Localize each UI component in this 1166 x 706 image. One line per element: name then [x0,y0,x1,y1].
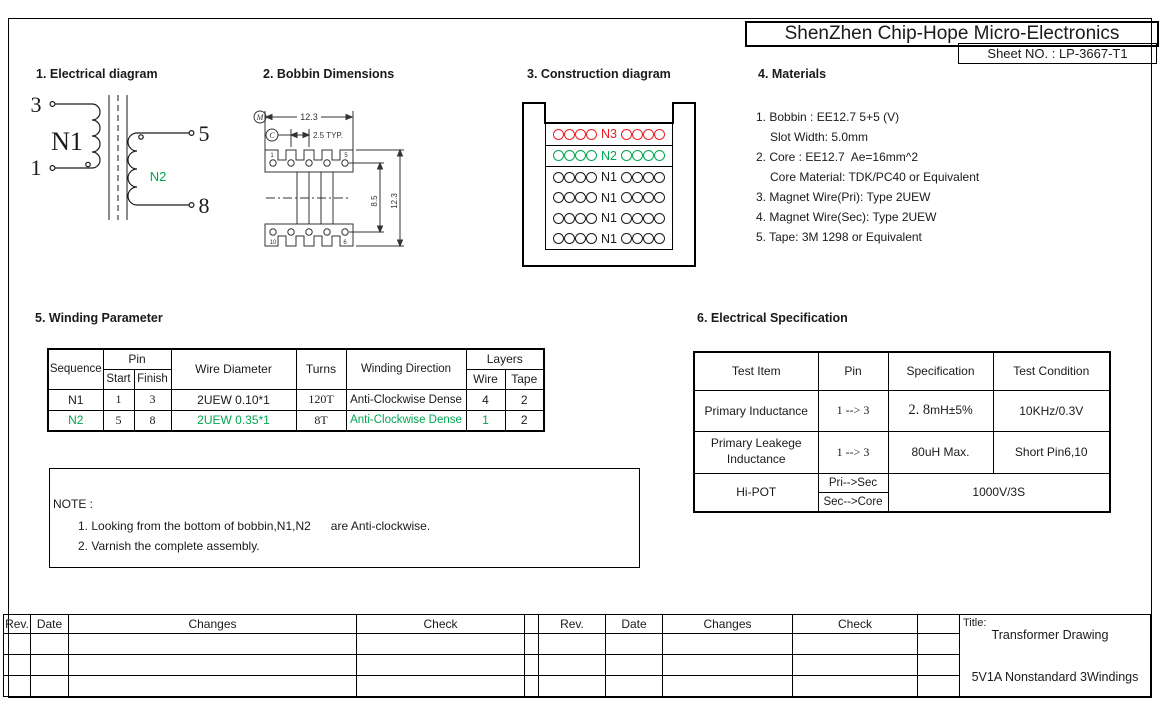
secondary-coil [128,133,137,205]
col-sequence: Sequence [48,349,103,389]
col-specification: Specification [888,352,993,390]
drawing-title: Transformer Drawing [991,628,1109,642]
note-title: NOTE : [53,497,94,511]
bobbin-pin-5-label: 5 [344,153,348,159]
pin-1-label: 1 [30,155,42,180]
primary-winding-label: N1 [51,127,83,156]
dim-width-label: 12.3 [300,112,318,122]
turn-circles-right [621,213,665,224]
material-line: Core Material: TDK/PC40 or Equivalent [770,170,980,184]
col-pin-start: Start [103,369,134,389]
note-box [49,468,640,568]
material-line: 1. Bobbin : EE12.7 5+5 (V) [756,110,900,124]
pin-finish-cell: 3 [134,389,171,410]
specification-cell: 1000V/3S [888,473,1110,512]
winding-row-n1 [48,389,544,410]
section-title-materials: 4. Materials [758,67,827,81]
layer-label: N1 [601,231,617,246]
electrical-spec-table [693,351,1111,513]
specification-cell: 80uH Max. [888,431,993,473]
specification-cell [888,390,993,431]
col-layers: Layers [466,349,544,369]
layer-label: N1 [601,170,617,184]
col-changes-right: Changes [663,615,793,634]
turn-circles-left [553,233,597,244]
pin-3-label: 3 [30,92,42,117]
col-test-item: Test Item [694,352,818,390]
pin-cell: Sec-->Core [818,492,888,512]
turn-circles-left [553,129,597,140]
section-title-bobbin: 2. Bobbin Dimensions [263,67,395,81]
revision-table [3,614,1151,697]
turn-circles-left [553,172,597,183]
wire-diameter-cell: 2UEW 0.10*1 [171,389,296,410]
layer-label: N1 [601,211,617,225]
test-item-cell: Primary Inductance [694,390,818,431]
col-layers-tape: Tape [505,369,544,389]
note-line-2: 2. Varnish the complete assembly. [78,539,260,553]
spacer-col-left [525,615,539,634]
construction-layer-n3 [546,124,672,146]
secondary-phase-dot [139,135,143,139]
note-line-1: 1. Looking from the bottom of bobbin,N1,N2 are Anti-clockwise. [78,519,431,533]
test-item-cell: Primary Leakege Inductance [694,431,818,473]
col-winding-direction: Winding Direction [346,349,466,389]
construction-layer-n1 [546,229,672,250]
pin-cell: Pri-->Sec [818,473,888,492]
construction-winding-stack [545,123,673,250]
spec-value: 2. 8 [908,402,931,418]
pin-start-cell: 1 [103,389,134,410]
section-title-spec: 6. Electrical Specification [697,311,848,325]
col-test-condition: Test Condition [993,352,1110,390]
col-pin: Pin [103,349,171,369]
materials-list [756,107,1146,247]
section-title-winding: 5. Winding Parameter [35,311,163,325]
bobbin-pin-6-label: 6 [343,240,347,246]
company-name-text: ShenZhen Chip-Hope Micro-Electronics [784,23,1120,44]
construction-layer-n1 [546,208,672,229]
datum-m-label: M [256,113,264,122]
pin-8-label: 8 [198,193,210,218]
turn-circles-left [553,213,597,224]
spacer-col-right [918,615,960,634]
secondary-winding-label: N2 [149,169,167,184]
test-condition-cell: 10KHz/0.3V [993,390,1110,431]
spec-header-row [694,352,1110,390]
pin-cell: 1 --> 3 [818,390,888,431]
spec-unit: mH±5% [930,403,973,417]
col-date-right: Date [606,615,663,634]
material-line: Slot Width: 5.0mm [770,130,869,144]
turn-circles-right [621,150,665,161]
core-lines [109,95,127,220]
sheet-number-text: Sheet NO. : LP-3667-T1 [987,46,1128,61]
winding-parameter-table [47,348,545,432]
turns-cell: 8T [296,410,346,431]
sheet-number [958,43,1157,64]
col-wire-diameter: Wire Diameter [171,349,296,389]
electrical-diagram-svg [20,85,220,220]
pin-finish-cell: 8 [134,410,171,431]
dim-pin-span-label: 8.5 [370,195,379,207]
layer-label: N3 [601,127,617,141]
col-rev-left: Rev. [4,615,31,634]
layers-wire-cell: 1 [466,410,505,431]
turn-circles-right [621,192,665,203]
layers-tape-cell: 2 [505,410,544,431]
construction-layer-n1 [546,188,672,209]
col-rev-right: Rev. [539,615,606,634]
col-check-left: Check [357,615,525,634]
direction-cell: Anti-Clockwise Dense [346,410,466,431]
bobbin-drawing-svg [253,98,415,253]
section-title-electrical: 1. Electrical diagram [36,67,158,81]
turn-circles-right [621,172,665,183]
bobbin-pin-10-label: 10 [269,240,277,246]
col-pin-finish: Finish [134,369,171,389]
layer-label: N2 [601,148,617,163]
material-line: 2. Core : EE12.7 Ae=16mm^2 [756,150,919,164]
col-date-left: Date [31,615,69,634]
spec-row-hipot [694,473,1110,492]
title-label: Title: [963,617,987,629]
spec-row-primary-inductance [694,390,1110,431]
title-block [960,615,1151,697]
construction-layer-n1 [546,167,672,188]
direction-cell: Anti-Clockwise Dense [346,389,466,410]
test-condition-cell: Short Pin6,10 [993,431,1110,473]
material-line: 4. Magnet Wire(Sec): Type 2UEW [756,210,937,224]
primary-coil [92,104,100,168]
sequence-cell: N1 [48,389,103,410]
material-line: 3. Magnet Wire(Pri): Type 2UEW [756,190,931,204]
layers-tape-cell: 2 [505,389,544,410]
turn-circles-left [553,150,597,161]
pin-start-cell: 5 [103,410,134,431]
layers-wire-cell: 4 [466,389,505,410]
dim-height-label: 12.3 [390,193,399,209]
col-layers-wire: Wire [466,369,505,389]
drawing-subtitle: 5V1A Nonstandard 3Windings [971,670,1139,684]
spec-row-leakage-inductance [694,431,1110,473]
col-changes-left: Changes [69,615,357,634]
material-line: 5. Tape: 3M 1298 or Equivalent [756,230,922,244]
bobbin-pin-1-label: 1 [270,153,274,159]
wire-diameter-cell: 2UEW 0.35*1 [171,410,296,431]
pin-5-label: 5 [198,121,210,146]
sequence-cell: N2 [48,410,103,431]
col-check-right: Check [793,615,918,634]
winding-row-n2 [48,410,544,431]
turn-circles-right [621,129,665,140]
pin-cell: 1 --> 3 [818,431,888,473]
datum-c-label: C [269,131,275,140]
col-pin: Pin [818,352,888,390]
test-item-cell: Hi-POT [694,473,818,512]
section-title-construction: 3. Construction diagram [527,67,671,81]
construction-layer-n2 [546,146,672,168]
turn-circles-right [621,233,665,244]
primary-phase-dot [86,162,90,166]
dim-pitch-label: 2.5 TYP. [313,131,343,140]
turn-circles-left [553,192,597,203]
col-turns: Turns [296,349,346,389]
revision-header-row [4,615,1151,634]
layer-label: N1 [601,190,617,205]
turns-cell: 120T [296,389,346,410]
